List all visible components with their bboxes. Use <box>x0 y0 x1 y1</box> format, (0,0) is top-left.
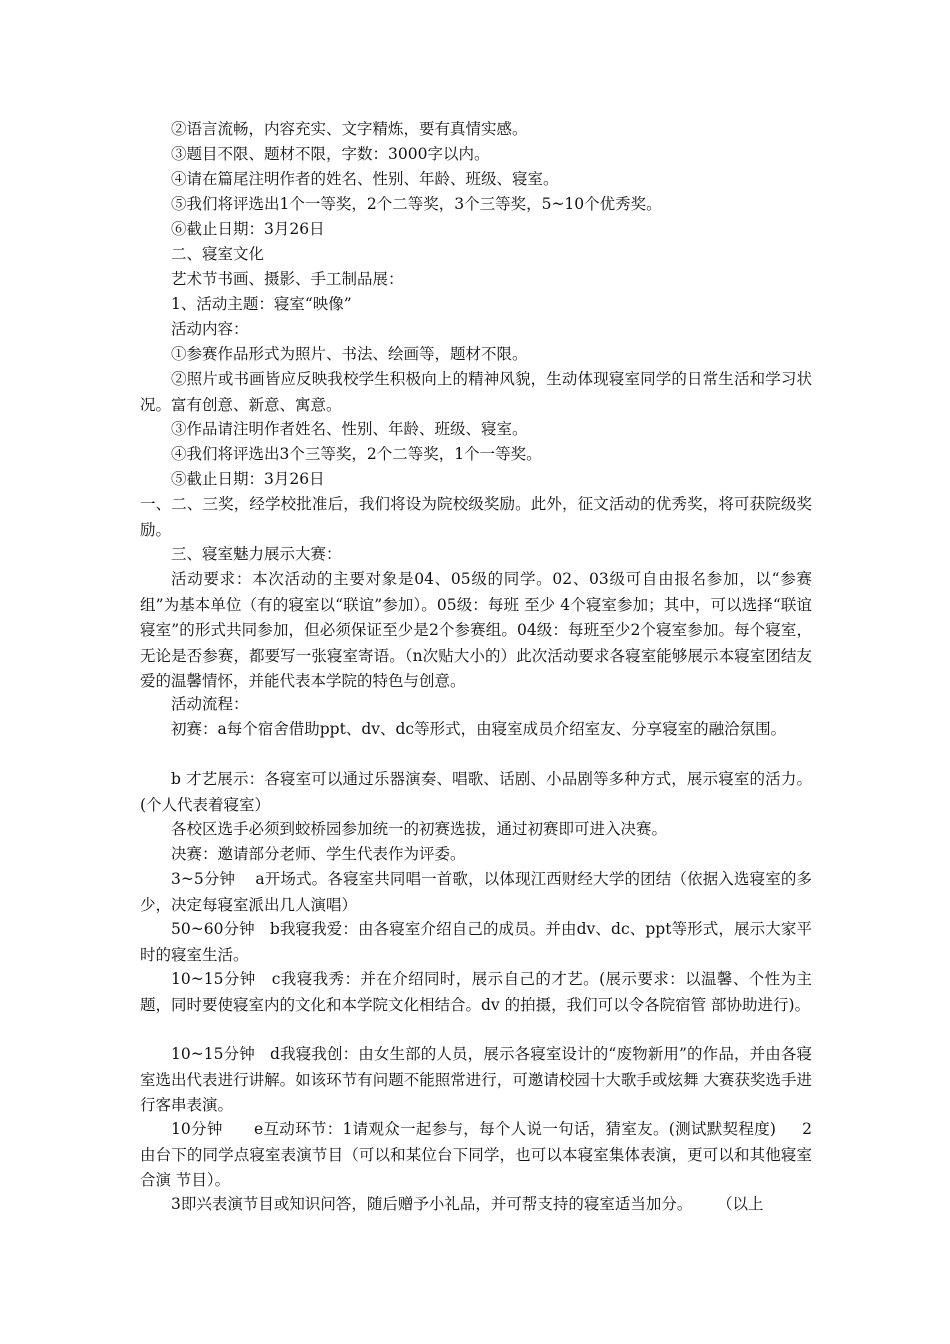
section-heading: 三、寝室魅力展示大赛： <box>171 545 342 563</box>
paragraph: 活动要求：本次活动的主要对象是04、05级的同学。02、03级可自由报名参加，以“参赛组”为基本单位（有的寝室以“联谊”参加）。05级：每班 至少 4个寝室参加；其中，可以选择“联谊寝室”的形式共同参加，但必须保证至少是2个参赛组。04级：每班至少2个寝室参加。每个寝室，无论是否参赛，都要写一张寝室寄语。（n次贴大小的）此次活动要求各寝室能够展示本寝室团结友爱的温馨情怀，并能代表本学院的特色与创意。 <box>140 570 812 690</box>
paragraph: ③题目不限、题材不限，字数：3000字以内。 <box>171 145 490 163</box>
paragraph: ②照片或书画皆应反映我校学生积极向上的精神风貌，生动体现寝室同学的日常生活和学习状况。富有创意、新意、寓意。 <box>140 370 812 414</box>
paragraph: 3~5分钟 a开场式。各寝室共同唱一首歌，以体现江西财经大学的团结（依据入选寝室的多少，决定每寝室派出几人演唱） <box>140 870 812 914</box>
paragraph: ⑤截止日期：3月26日 <box>171 470 325 488</box>
section-heading: 二、寝室文化 <box>171 245 265 263</box>
paragraph: ⑤我们将评选出1个一等奖，2个二等奖，3个三等奖，5~10个优秀奖。 <box>171 195 662 213</box>
paragraph: 艺术节书画、摄影、手工制品展： <box>171 270 404 288</box>
paragraph: 10~15分钟 d我寝我创：由女生部的人员，展示各寝室设计的“废物新用”的作品，并由各寝室选出代表进行讲解。如该环节有问题不能照常进行，可邀请校园十大歌手或炫舞 大赛获奖选手进行客串表演。 <box>140 1045 812 1114</box>
paragraph: ⑥截止日期：3月26日 <box>171 220 325 238</box>
paragraph: 活动内容： <box>171 320 249 338</box>
paragraph: 3即兴表演节目或知识问答，随后赠予小礼品，并可帮支持的寝室适当加分。 （以上 <box>171 1195 764 1213</box>
paragraph: 10分钟 e互动环节：1请观众一起参与，每个人说一句话，猜室友。(测试默契程度) 2由台下的同学点寝室表演节目（可以和某位台下同学，也可以本寝室集体表演，更可以和其他寝室合演 节目）。 <box>140 1120 812 1189</box>
paragraph: ①参赛作品形式为照片、书法、绘画等，题材不限。 <box>171 345 528 363</box>
paragraph: 初赛：a每个宿舍借助ppt、dv、dc等形式，由寝室成员介绍室友、分享寝室的融洽氛围。 <box>171 720 787 738</box>
paragraph: 50~60分钟 b我寝我爱：由各寝室介绍自己的成员。并由dv、dc、ppt等形式，展示大家平时的寝室生活。 <box>140 920 812 964</box>
paragraph: ④我们将评选出3个三等奖，2个二等奖，1个一等奖。 <box>171 445 542 463</box>
paragraph: 1、活动主题：寝室“映像” <box>171 295 352 313</box>
paragraph: ③作品请注明作者姓名、性别、年龄、班级、寝室。 <box>171 420 528 438</box>
paragraph: 活动流程： <box>171 695 249 713</box>
paragraph: 10~15分钟 c我寝我秀：并在介绍同时，展示自己的才艺。(展示要求：以温馨、个性为主题，同时要使寝室内的文化和本学院文化相结合。dv 的拍摄，我们可以令各院宿管 部协助进行)。 <box>140 970 812 1014</box>
paragraph: 各校区选手必须到蛟桥园参加统一的初赛选拔，通过初赛即可进入决赛。 <box>171 820 668 838</box>
paragraph: ④请在篇尾注明作者的姓名、性别、年龄、班级、寝室。 <box>171 170 559 188</box>
paragraph: ②语言流畅，内容充实、文字精炼，要有真情实感。 <box>171 120 528 138</box>
paragraph: b 才艺展示：各寝室可以通过乐器演奏、唱歌、话剧、小品剧等多种方式，展示寝室的活力。(个人代表着寝室） <box>140 770 812 814</box>
paragraph: 决赛：邀请部分老师、学生代表作为评委。 <box>171 845 466 863</box>
paragraph: 一、二、三奖，经学校批准后，我们将设为院校级奖励。此外，征文活动的优秀奖，将可获院级奖励。 <box>140 495 812 539</box>
